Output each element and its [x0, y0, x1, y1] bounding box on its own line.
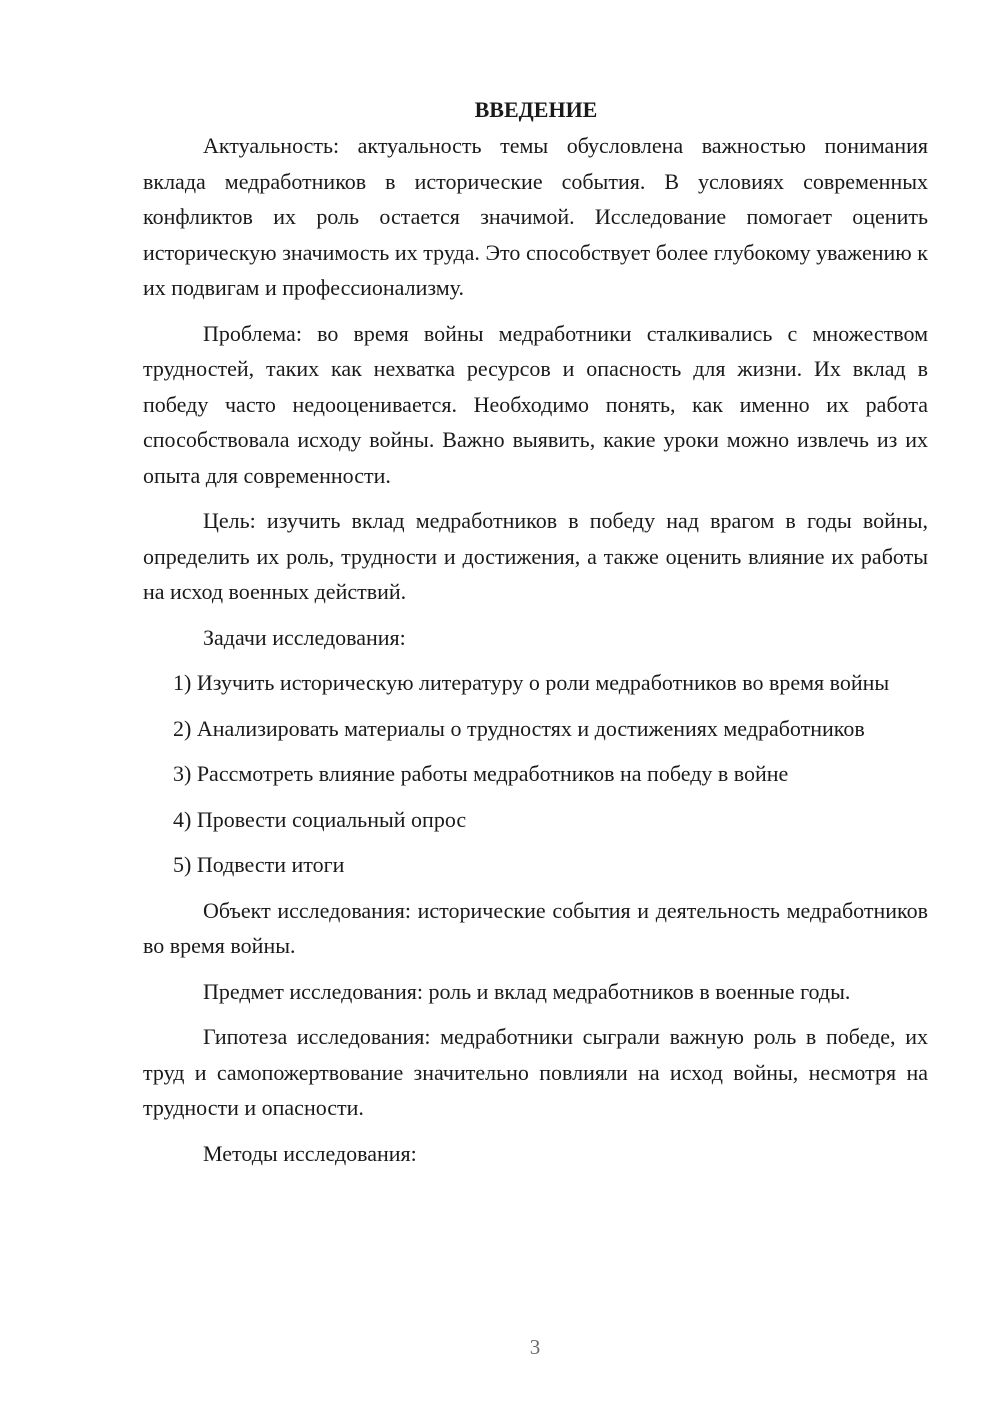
paragraph-object: Объект исследования: исторические события и деятельность медработников во время войны. [143, 897, 928, 958]
task-item-3: 3) Рассмотреть влияние работы медработников на победу в войне [173, 761, 789, 786]
task-item-2: 2) Анализировать материалы о трудностях и достижениях медработников [173, 715, 865, 741]
paragraph-tasks-heading: Задачи исследования: [203, 624, 406, 650]
paragraph-relevance: Актуальность: актуальность темы обусловлена важностью понимания вклада медработников в исторические события. В условиях современных конфликтов их роль остается значимой. Исследование помогает оценить историческую значимость их труда. Это способствует более глубокому уважению к их подвигам и профессионализму. [143, 133, 928, 300]
document-page [143, 92, 928, 1181]
page-title: ВВЕДЕНИЕ [474, 97, 598, 122]
paragraph-goal: Цель: изучить вклад медработников в победу над врагом в годы войны, определить их роль, трудности и достижения, а также оценить влияние их работы на исход военных действий. [143, 508, 928, 604]
paragraph-methods-heading: Методы исследования: [203, 1140, 417, 1166]
paragraph-hypothesis: Гипотеза исследования: медработники сыграли важную роль в победе, их труд и самопожертвование значительно повлияли на исход войны, несмотря на трудности и опасности. [143, 1024, 928, 1120]
task-item-5: 5) Подвести итоги [173, 852, 345, 877]
page-number: 3 [529, 1335, 541, 1359]
paragraph-subject: Предмет исследования: роль и вклад медработников в военные годы. [203, 978, 851, 1004]
task-item-4: 4) Провести социальный опрос [173, 806, 467, 832]
task-item-1: 1) Изучить историческую литературу о роли медработников во время войны [173, 670, 890, 695]
paragraph-problem: Проблема: во время войны медработники сталкивались с множеством трудностей, таких как нехватка ресурсов и опасность для жизни. Их вклад в победу часто недооценивается. Необходимо понять, как именно их работа способствовала исходу войны. Важно выявить, какие уроки можно извлечь из их опыта для современности. [143, 320, 928, 488]
